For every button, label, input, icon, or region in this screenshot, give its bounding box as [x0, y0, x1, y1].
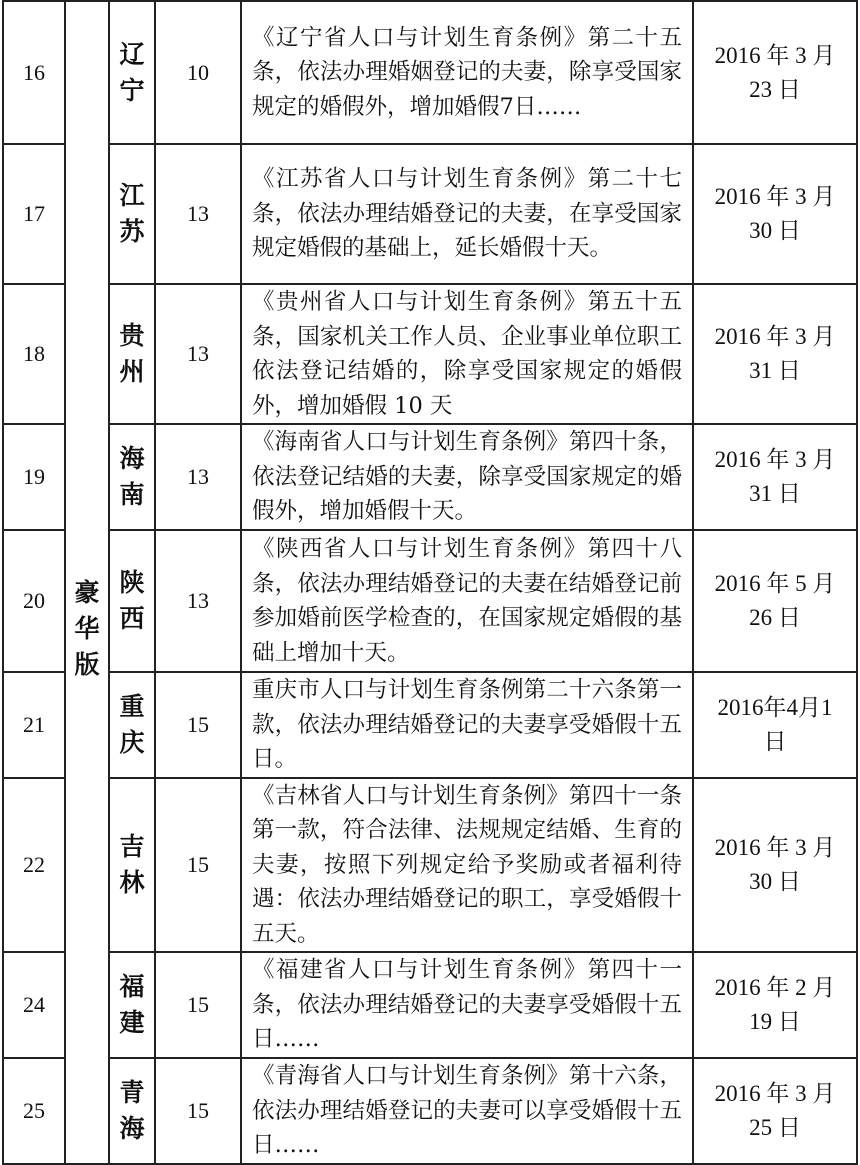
date-line-2: 31 日	[749, 358, 801, 383]
province-name: 福建	[119, 972, 145, 1037]
leave-days: 15	[155, 952, 241, 1058]
row-number: 22	[3, 778, 65, 953]
leave-days: 10	[155, 1, 241, 144]
province-name: 重庆	[119, 691, 145, 757]
leave-days: 13	[155, 284, 241, 424]
date-line-1: 2016 年 3 月	[714, 42, 836, 68]
province-name: 吉林	[119, 831, 145, 897]
table-row	[3, 144, 857, 284]
regulation-text: 《吉林省人口与计划生育条例》第四十一条第一款，符合法律、法规规定结婚、生育的夫妻，按照下列规定给予奖励或者福利待遇：依法办理结婚登记的职工，享受婚假十五天。	[241, 778, 693, 953]
province-cell	[109, 530, 155, 672]
date-line-2: 26 日	[749, 605, 801, 630]
marriage-leave-table	[2, 0, 858, 1165]
province-cell	[109, 952, 155, 1058]
row-number: 16	[3, 1, 65, 144]
province-cell	[109, 284, 155, 424]
province-cell	[109, 778, 155, 953]
row-number: 24	[3, 952, 65, 1058]
table-row	[3, 530, 857, 672]
leave-days: 13	[155, 144, 241, 284]
row-number: 20	[3, 530, 65, 672]
province-name: 海南	[119, 444, 145, 509]
row-number: 17	[3, 144, 65, 284]
effective-date	[693, 952, 857, 1058]
date-line-1: 2016 年 3 月	[714, 834, 836, 860]
group-label: 豪华版	[74, 578, 100, 680]
date-line-1: 2016 年 3 月	[714, 324, 836, 349]
effective-date	[693, 424, 857, 530]
table-row	[3, 1058, 857, 1164]
date-line-1: 2016年4月1	[717, 694, 833, 720]
row-number: 21	[3, 672, 65, 778]
regulation-text: 《福建省人口与计划生育条例》第四十一条，依法办理结婚登记的夫妻享受婚假十五日……	[241, 952, 693, 1058]
date-line-2: 19 日	[749, 1009, 801, 1034]
date-line-2: 23 日	[749, 76, 801, 102]
date-line-1: 2016 年 3 月	[714, 447, 836, 472]
leave-days: 15	[155, 1058, 241, 1164]
effective-date	[693, 672, 857, 778]
date-line-2: 30 日	[749, 218, 801, 243]
province-cell	[109, 1, 155, 144]
regulation-text: 《青海省人口与计划生育条例》第十六条，依法办理结婚登记的夫妻可以享受婚假十五日……	[241, 1058, 693, 1164]
province-name: 青海	[119, 1077, 145, 1143]
date-line-1: 2016 年 3 月	[714, 184, 836, 209]
leave-days: 13	[155, 424, 241, 530]
province-name: 陕西	[119, 568, 145, 633]
row-number: 18	[3, 284, 65, 424]
regulation-text: 《辽宁省人口与计划生育条例》第二十五条，依法办理婚姻登记的夫妻，除享受国家规定的婚假外，增加婚假7日……	[241, 1, 693, 144]
province-name: 辽宁	[119, 39, 145, 105]
group-label-cell	[65, 1, 109, 1164]
date-line-1: 2016 年 5 月	[714, 571, 836, 596]
regulation-text: 《贵州省人口与计划生育条例》第五十五条，国家机关工作人员、企业事业单位职工依法登记结婚的，除享受国家规定的婚假外，增加婚假 10 天	[241, 284, 693, 424]
date-line-2: 25 日	[749, 1114, 801, 1140]
effective-date	[693, 144, 857, 284]
date-line-1: 2016 年 2 月	[714, 975, 836, 1000]
effective-date	[693, 284, 857, 424]
table-row	[3, 952, 857, 1058]
leave-days: 15	[155, 778, 241, 953]
regulation-text: 《陕西省人口与计划生育条例》第四十八条，依法办理结婚登记的夫妻在结婚登记前参加婚前医学检查的，在国家规定婚假的基础上增加十天。	[241, 530, 693, 672]
regulation-text: 重庆市人口与计划生育条例第二十六条第一款，依法办理结婚登记的夫妻享受婚假十五日。	[241, 672, 693, 778]
date-line-2: 31 日	[749, 481, 801, 506]
effective-date	[693, 1058, 857, 1164]
table-row	[3, 284, 857, 424]
row-number: 19	[3, 424, 65, 530]
province-cell	[109, 1058, 155, 1164]
province-cell	[109, 672, 155, 778]
province-name: 江苏	[119, 181, 145, 246]
leave-days: 13	[155, 530, 241, 672]
date-line-1: 2016 年 3 月	[714, 1080, 836, 1106]
date-line-2: 30 日	[749, 868, 801, 894]
province-name: 贵州	[119, 321, 145, 386]
date-line-2: 日	[763, 728, 787, 754]
province-cell	[109, 144, 155, 284]
table-row	[3, 1, 857, 144]
table-row	[3, 672, 857, 778]
row-number: 25	[3, 1058, 65, 1164]
province-cell	[109, 424, 155, 530]
regulation-text: 《江苏省人口与计划生育条例》第二十七条，依法办理结婚登记的夫妻，在享受国家规定婚假的基础上，延长婚假十天。	[241, 144, 693, 284]
table-row	[3, 424, 857, 530]
table-row	[3, 778, 857, 953]
regulation-text: 《海南省人口与计划生育条例》第四十条，依法登记结婚的夫妻，除享受国家规定的婚假外，增加婚假十天。	[241, 424, 693, 530]
effective-date	[693, 778, 857, 953]
effective-date	[693, 530, 857, 672]
effective-date	[693, 1, 857, 144]
leave-days: 15	[155, 672, 241, 778]
